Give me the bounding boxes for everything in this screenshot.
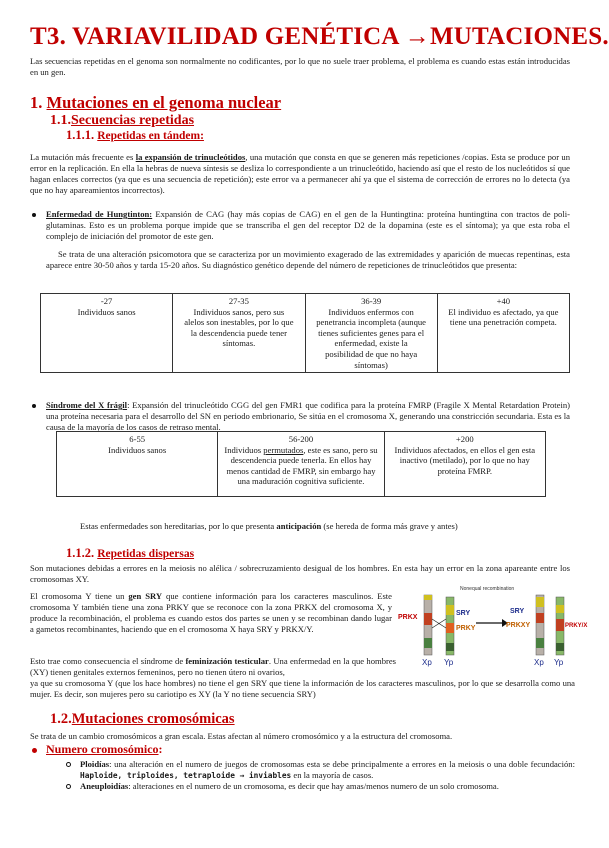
huntington-paragraph: Enfermedad de Hungtinton: Expansión de CAG (hay más copias de CAG) en el gen de la Huntingtina: proteína huntingtina con tractos de poli-glutaminas. Esto es un problema porque impide que se transcriba el gen del receptor D2 de la dopamina (este es el síntoma); ya que esta roba el complejo de iniciación del promotor de este gen. — [46, 209, 570, 241]
table-cell: 56-200 Individuos permutados, este es sano, pero su descendencia puede tenerla. En ellos hay menos cantidad de FMRP, sin embargo hay una maduración cognitiva suficiente. — [218, 432, 384, 497]
ploidias-paragraph: Ploidías: una alteración en el numero de juegos de cromosomas esta se debe principalmente a errores en la meiosis o una doble fecundación: Haploide, triploides, tetraploide → inviables en la mayoría de casos. — [80, 759, 575, 780]
section-1-number: 1. — [30, 93, 43, 112]
numero-cromosomico-heading: Numero cromosómico: — [46, 742, 163, 756]
section-1-1-1-heading — [66, 128, 204, 144]
section-1-1-2-number: 1.1.2. — [66, 546, 95, 560]
section-1-1-number: 1.1. — [50, 113, 71, 128]
sry-paragraph: El cromosoma Y tiene un gen SRY que contiene información para los caracteres masculinos. Este cromosoma Y también tiene una zona PRKY que se reconoce con la zona PRKX del cromosoma X, y produce la recombinación, el problema es cuando estos dos partes se unen y se recombinan dando lugar a gametos recombinantes, haciendo que en el cromosoma X haya SRY y PRKX/Y. — [30, 591, 392, 634]
section-1-1-2-title: Repetidas dispersas — [97, 548, 195, 560]
label-prky: PRKY — [456, 625, 476, 632]
bullet-icon — [32, 748, 37, 753]
label-prkxy: PRKXY — [506, 622, 531, 629]
dispersas-paragraph: Son mutaciones debidas a errores en la meiosis no alélica / sobrecruzamiento desigual de los hombres. En esta hay un error en la zona apareante entre los cromosomas XY. — [30, 563, 570, 584]
aneuploidias-paragraph: Aneuploidías: alteraciones en el numero de un cromosoma, es decir que hay amas/menos numero de un solo cromosoma. — [80, 781, 499, 791]
cromosomicas-paragraph: Se trata de un cambio cromosómicos a gran escala. Estas afectan al número cromosómico y a la estructura del cromosoma. — [30, 731, 453, 741]
section-1-2-heading — [50, 711, 235, 728]
table-cell: 27-35 Individuos sanos, pero sus alelos son inestables, por lo que la descendencia puede tener síntomas. — [173, 294, 305, 373]
table-cell: +200 Individuos afectados, en ellos el gen esta inactivo (metilado), por lo que no hay proteína FMRP. — [384, 432, 545, 497]
label-prkyx: PRKY/X — [565, 623, 588, 629]
feminizacion-paragraph: Esto trae como consecuencia el síndrome de feminización testicular. Una enfermedad en la que hombres (XY) tienen genitales externos femeninos, pero no tienen útero ni ovarios, — [30, 656, 397, 677]
section-1-1-title: Secuencias repetidas — [71, 113, 195, 128]
section-1-title: Mutaciones en el genoma nuclear — [46, 93, 282, 112]
feminizacion-paragraph-2: ya que su cromosoma Y (que los hace hombres) no tiene el gen SRY que tiene la información de los caracteres masculinos, por lo que se desarrolla como una mujer. Es decir, son mujeres pero su cariotipo es XY (la Y no tiene secuencia SRY) — [30, 678, 575, 699]
section-1-2-title: Mutaciones cromosómicas — [71, 711, 235, 727]
section-1-1-1-title: Repetidas en tándem: — [97, 130, 204, 142]
page-title: T3. VARIAVILIDAD GENÉTICA →MUTACIONES. — [30, 23, 609, 50]
section-1-1-2-heading — [66, 546, 194, 562]
label-sry: SRY — [456, 610, 471, 617]
huntington-paragraph-2: Se trata de una alteración psicomotora que se caracteriza por un movimiento exagerado de las extremidades y aparición de muecas repentinas, esta aparece entre 30-50 años y tarda 15-20 años. Su diagnóstico genético depende del número de repeticiones de trinucleótidos que presenta: — [46, 249, 570, 270]
sub-bullet-icon — [66, 784, 71, 789]
label-yp-right: Yp — [554, 658, 564, 667]
table-cell: -27 Individuos sanos — [41, 294, 173, 373]
bullet-icon — [32, 213, 36, 217]
section-1-2-number: 1.2. — [50, 711, 72, 727]
bullet-icon — [32, 404, 36, 408]
intro-paragraph: Las secuencias repetidas en el genoma son normalmente no codificantes, por lo que no suele traer problema, el problema es cuando estas están introducidas en un gen. — [30, 56, 570, 77]
figure-note: Nonequal recombination — [460, 586, 515, 592]
recombination-figure — [398, 583, 588, 670]
label-prkx: PRKX — [398, 614, 418, 621]
x-fragil-paragraph: Síndrome del X frágil: Expansión del trinucleótido CGG del gen FMR1 que codifica para la proteína FMRP (Fragile X Mental Retardation Protein) una proteína necesaria para el desarrollo del SN en periodo embrionario, Se sitúa en el cromosoma X, generando una constricción secundaria. Esta es la causa de la mayoría de los casos de retraso mental. — [46, 400, 570, 432]
table-cell: 36-39 Individuos enfermos con penetrancia incompleta (aunque tienes suficientes genes para el enfermedad, existe la posibilidad de que no haya síntomas) — [305, 294, 437, 373]
trinucleotide-paragraph: La mutación más frecuente es la expansión de trinucleótidos, una mutación que consta en que se generen más repeticiones /copias. Esta se produce por un error en la replicación. En ella la hebras de nueva síntesis se desliza lo correspondiente a un trinucleótido, haciendo así que el resto de los nucleótidos sí que hagan enlaces correctos (ya que es una secuencia de repetición); este error va a permanecer ahí ya que el sistema de corrección de errores no lo detecta (ya que no hay apareamientos incorrectos). — [30, 152, 571, 195]
table-cell: 6-55 Individuos sanos — [57, 432, 218, 497]
anticipacion-paragraph: Estas enfermedades son hereditarias, por lo que presenta anticipación (se hereda de forma más grave y antes) — [80, 521, 458, 531]
x-fragil-table — [56, 431, 546, 497]
section-1-1-heading — [50, 112, 194, 129]
label-sry-right: SRY — [510, 608, 525, 615]
label-yp-left: Yp — [444, 658, 454, 667]
table-cell: +40 El individuo es afectado, ya que tiene una penetración competa. — [437, 294, 569, 373]
huntington-table — [40, 293, 570, 373]
section-1-1-1-number: 1.1.1. — [66, 128, 95, 142]
section-1-heading — [30, 93, 281, 112]
label-xp-right: Xp — [534, 658, 544, 667]
sub-bullet-icon — [66, 762, 71, 767]
label-xp-left: Xp — [422, 658, 432, 667]
